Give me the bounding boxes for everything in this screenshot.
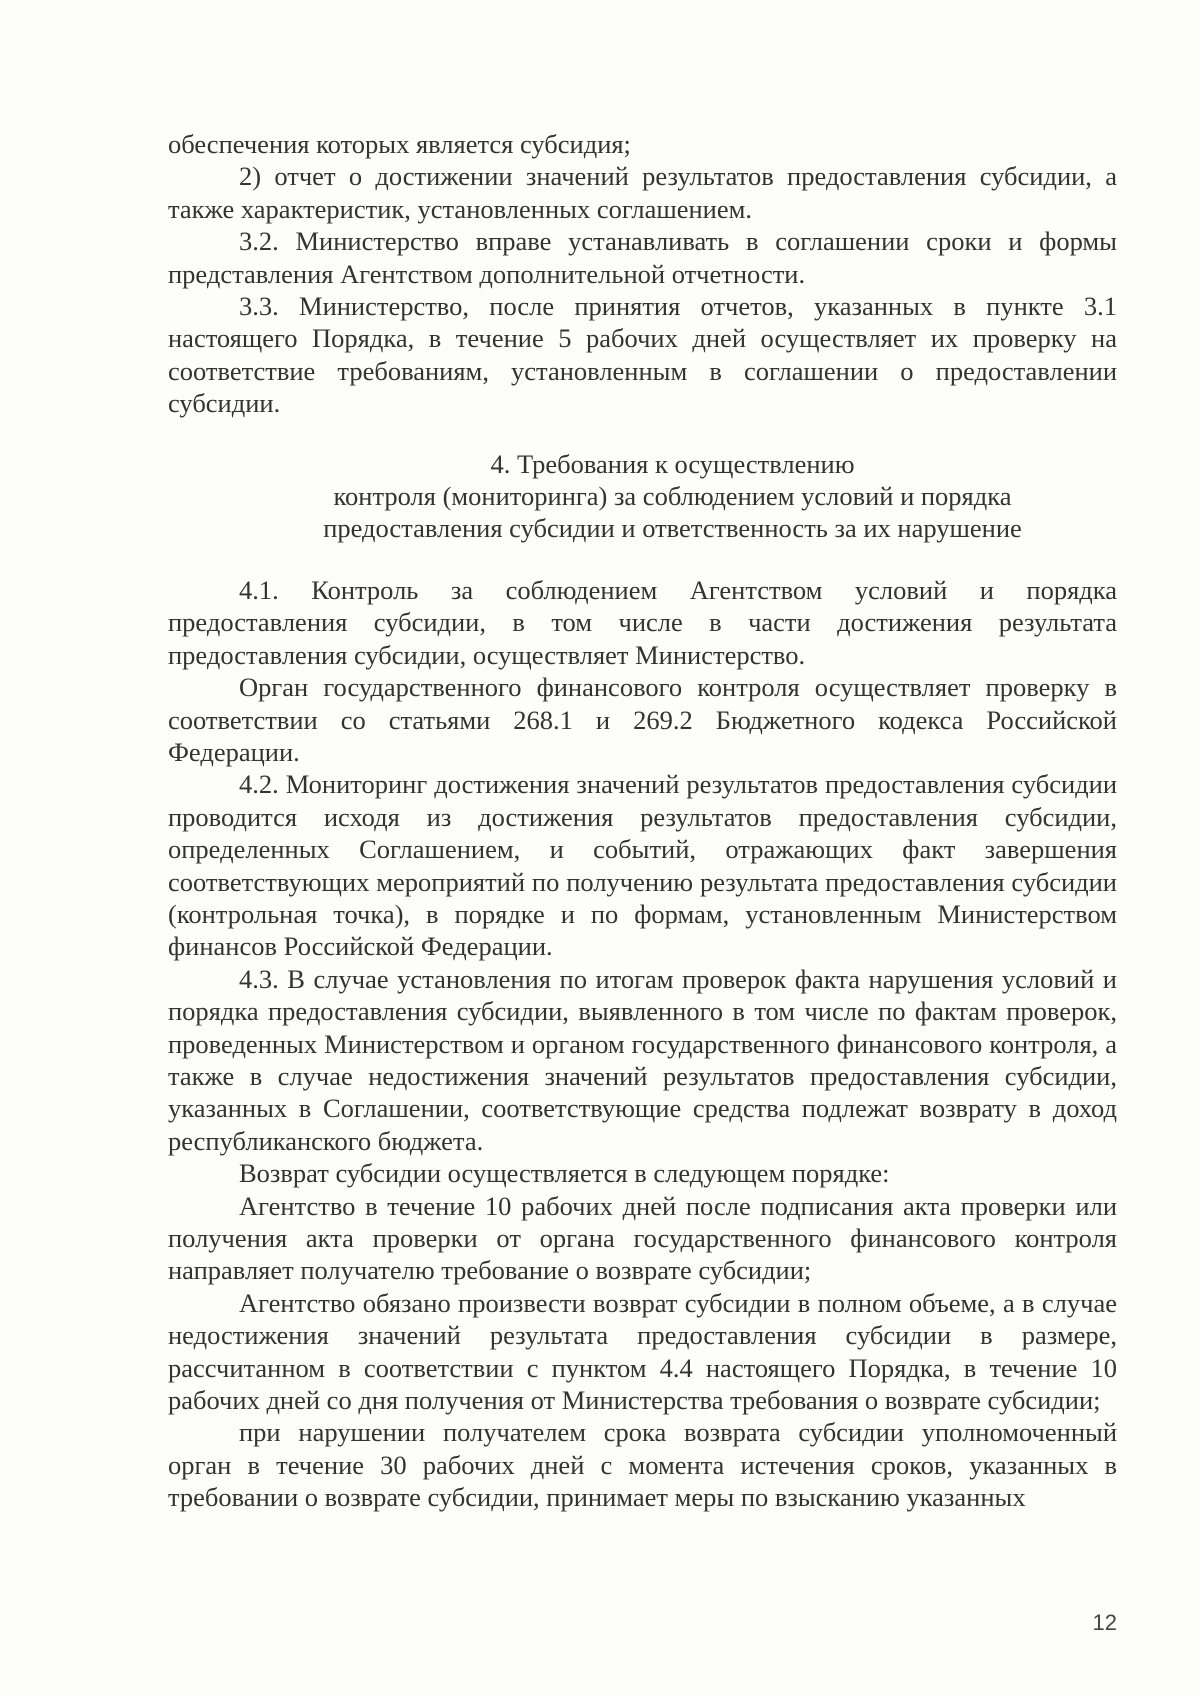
document-body — [168, 128, 1117, 1514]
section-heading-line-2: контроля (мониторинга) за соблюдением условий и порядка — [333, 481, 1012, 512]
paragraph-3-2: 3.2. Министерство вправе устанавливать в соглашении сроки и формы представления Агентством дополнительной отчетности. — [168, 226, 1117, 289]
paragraph-agency-10-days: Агентство в течение 10 рабочих дней после подписания акта проверки или получения акта проверки от органа государственного финансового контроля направляет получателю требование о возврате субсидии; — [168, 1190, 1117, 1286]
paragraph-financial-control: Орган государственного финансового контроля осуществляет проверку в соответствии со статьями 268.1 и 269.2 Бюджетного кодекса Российской Федерации. — [168, 672, 1117, 767]
paragraph-4-2: 4.2. Мониторинг достижения значений результатов предоставления субсидии проводится исходя из достижения результатов предоставления субсидии, определенных Соглашением, и событий, отражающих факт завершения соответствующих мероприятий по получению результата предоставления субсидии (контрольная точка), в порядке и по формам, установленным Министерством финансов Российской Федерации. — [168, 769, 1117, 962]
paragraph-violation: при нарушении получателем срока возврата субсидии уполномоченный орган в течение 30 рабочих дней с момента истечения сроков, указанных в требовании о возврате субсидии, принимает меры по взысканию указанных — [168, 1417, 1117, 1513]
paragraph-agency-obliged: Агентство обязано произвести возврат субсидии в полном объеме, а в случае недостижения значений результата предоставления субсидии в размере, рассчитанном в соответствии с пунктом 4.4 настоящего Порядка, в течение 10 рабочих дней со дня получения от Министерства требования о возврате субсидии; — [168, 1287, 1117, 1416]
section-heading — [168, 448, 1117, 545]
section-heading-line-3: предоставления субсидии и ответственность за их нарушение — [323, 513, 1022, 544]
section-heading-line-1: 4. Требования к осуществлению — [490, 448, 855, 479]
paragraph-item-2: 2) отчет о достижении значений результатов предоставления субсидии, а также характеристик, установленных соглашением. — [168, 161, 1117, 224]
paragraph-4-3: 4.3. В случае установления по итогам проверок факта нарушения условий и порядка предоставления субсидии, выявленного в том числе по фактам проверок, проведенных Министерством и органом государственного финансового контроля, а также в случае недостижения значений результатов предоставления субсидии, указанных в Соглашении, соответствующие средства подлежат возврату в доход республиканского бюджета. — [168, 963, 1117, 1156]
paragraph-4-1: 4.1. Контроль за соблюдением Агентством условий и порядка предоставления субсидии, в том числе в части достижения результата предоставления субсидии, осуществляет Министерство. — [168, 574, 1117, 670]
paragraph-continuation: обеспечения которых является субсидия; — [168, 129, 631, 159]
paragraph-return-order: Возврат субсидии осуществляется в следующем порядке: — [239, 1158, 890, 1189]
paragraph-3-3: 3.3. Министерство, после принятия отчетов, указанных в пункте 3.1 настоящего Порядка, в течение 5 рабочих дней осуществляет их проверку на соответствие требованиям, установленным в соглашении о предоставлении субсидии. — [168, 291, 1117, 419]
page-number: 12 — [1092, 1610, 1117, 1635]
